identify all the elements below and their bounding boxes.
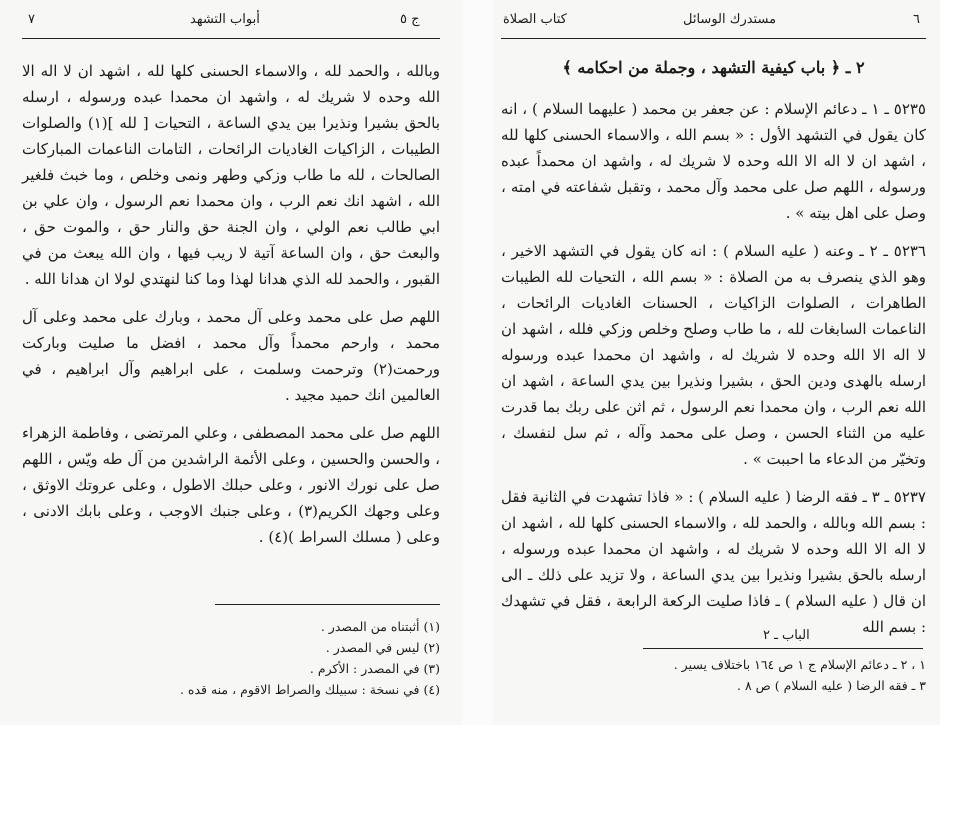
right-header-rule <box>501 38 926 39</box>
left-paragraph: اللهم صل على محمد وعلى آل محمد ، وبارك على محمد وعلى آل محمد ، وارحم محمداً وآل محمد ، افضل ما صليت وباركت ورحمت(٢) وترحمت وسلمت ، على ابراهيم وآل ابراهيم ، في العالمين انك حميد مجيد . <box>22 308 440 404</box>
footnote: ١ ، ٢ ـ دعائم الإسلام ج ١ ص ١٦٤ باختلاف يسير . <box>673 657 926 672</box>
right-page-number: ٦ <box>913 12 920 27</box>
page-gutter <box>462 0 493 725</box>
footnote: ٣ ـ فقه الرضا ( عليه السلام ) ص ٨ . <box>737 678 926 693</box>
right-footnote-rule <box>643 648 923 649</box>
footnote: (٣) في المصدر : الأكرم . <box>309 661 440 676</box>
chapter-title: ٢ ـ ﴿ باب كيفية التشهد ، وجملة من احكامه ﴾ <box>562 58 865 77</box>
left-running-header <box>0 12 462 32</box>
footnote: (٤) في نسخة : سبيلك والصراط الاقوم ، منه قده . <box>179 682 440 697</box>
right-header-title: مستدرك الوسائل <box>683 12 777 27</box>
left-paragraph: وبالله ، والحمد لله ، والاسماء الحسنى كلها لله ، اشهد ان لا اله الا الله وحده لا شريك له ، واشهد ان محمدا عبده ورسوله ، ارسله بالحق بشيرا ونذيرا بين يدي الساعة ، التحيات [ لله ](١) والصلوات الطيبات ، الزاكيات الغاديات الرائحات ، التامات الناعمات المباركات الصالحات ، لله ما طاب وزكي وطهر ونمى وخلص ، وما خبث فلغير الله ، اشهد انك نعم الرب ، وان محمدا نعم الرسول ، وان علي بن ابي طالب نعم الولي ، وان الجنة حق والنار حق ، والموت حق ، والبعث حق ، وان الساعة آتية لا ريب فيها ، وان الله يبعث من في القبور ، والحمد لله الذي هدانا لهذا وما كنا لنهتدي لولا ان هدانا الله . <box>22 62 440 288</box>
left-paragraph: اللهم صل على محمد المصطفى ، وعلي المرتضى ، وفاطمة الزهراء ، والحسن والحسين ، وعلى الأئمة الراشدين من آل طه ويّس ، اللهم صل على نورك الانور ، وعلى حبلك الاطول ، وعلى عروتك الاوثق ، وعلى وجهك الكريم(٣) ، وعلى جنبك الاوجب ، وعلى بابك الادنى ، وعلى ( مسلك السراط )(٤) . <box>22 424 441 546</box>
footnote: (٢) ليس في المصدر . <box>325 640 440 655</box>
left-header-rule <box>22 38 440 39</box>
right-footnotes <box>501 654 926 696</box>
left-page-number: ٧ <box>28 12 35 27</box>
hadith-paragraph: ٥٢٣٦ ـ ٢ ـ وعنه ( عليه السلام ) : انه كان يقول في التشهد الاخير ، وهو الذي ينصرف به من الصلاة : « بسم الله ، التحيات لله الطيبات الطاهرات ، الصلوات الزاكيات ، الحسنات الغاديات الرائحات ، الناعمات السابغات لله ، ما طاب وصلح وخلص وزكي فلله ، اشهد ان لا اله الا الله وحده لا شريك له ، واشهد ان محمدا عبده ورسوله ارسله بالهدى ودين الحق ، بشيرا ونذيرا بين يدي الساعة ، اشهد ان الله نعم الرب ، وان محمدا نعم الرسول ، ثم اثن على ربك بما قدرت عليه من الثناء الحسن ، وصل على محمد وآله ، ثم سل لنفسك ، وتخيّر من الدعاء ما احببت » . <box>501 242 926 468</box>
right-running-header <box>493 12 940 32</box>
hadith-paragraph: ٥٢٣٧ ـ ٣ ـ فقه الرضا ( عليه السلام ) : « فاذا تشهدت في الثانية فقل : بسم الله وبالله ، والحمد لله ، والاسماء الحسنى كلها لله ، اشهد ان لا اله الا الله وحده لا شريك له ، واشهد ان محمدا عبده ورسوله ، ارسله بالحق بشيرا ونذيرا بين يدي الساعة ، ولا تزيد على ذلك ـ الى ان قال ( عليه السلام ) ـ فاذا صليت الركعة الرابعة ، فقل في تشهدك : بسم الله <box>501 488 926 636</box>
right-header-book: كتاب الصلاة <box>503 12 567 27</box>
right-body-text <box>501 96 926 652</box>
hadith-paragraph: ٥٢٣٥ ـ ١ ـ دعائم الإسلام : عن جعفر بن محمد ( عليهما السلام ) ، انه كان يقول في التشهد الأول : « بسم الله ، والاسماء الحسنى كلها لله ، اشهد ان لا اله الا الله وحده لا شريك له ، واشهد ان محمداً عبده ورسوله ، اللهم صل على محمد وآل محمد ، وتقبل شفاعته في امته ، وصل على اهل بيته » . <box>501 100 926 222</box>
chapter-label: الباب ـ ٢ <box>763 628 810 643</box>
left-header-title: أبواب التشهد <box>190 12 260 27</box>
left-footnote-rule <box>215 604 440 605</box>
left-body-text <box>22 58 440 562</box>
footnote: (١) أثبتناه من المصدر . <box>320 619 440 634</box>
left-header-volume: ج ٥ <box>400 12 420 27</box>
left-footnotes <box>22 616 440 700</box>
left-page <box>0 0 462 725</box>
right-page <box>493 0 940 725</box>
